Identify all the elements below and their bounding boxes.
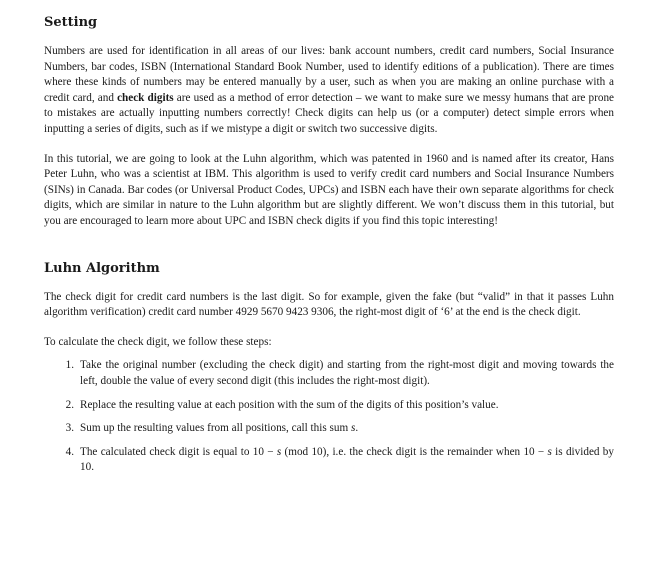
step-text-b: (mod 10), i.e. the check digit is the remainder when 10 − bbox=[281, 445, 548, 458]
step-text-c: is divided by 10. bbox=[80, 445, 614, 474]
setting-p1-text-b: are used as a method of error detection – we want to make sure we messy humans that are prone to mistakes are actually inputting numbers correctly! Check digits can help us (or a computer) detect simple errors when inputting a series of digits, such as if we mistype a digit or switch two successive digits. bbox=[44, 91, 614, 135]
list-item bbox=[44, 421, 614, 437]
math-variable: s bbox=[276, 445, 282, 458]
step-number: 4. bbox=[65, 445, 74, 458]
list-item bbox=[44, 445, 614, 476]
check-digits-term: check digits bbox=[117, 91, 174, 104]
luhn-paragraph-2: To calculate the check digit, we follow these steps: bbox=[44, 335, 272, 348]
step-number: 1. bbox=[65, 359, 74, 372]
setting-heading: Setting bbox=[44, 15, 98, 30]
step-number: 3. bbox=[65, 422, 74, 435]
setting-paragraph-1 bbox=[44, 44, 614, 138]
step-text bbox=[80, 421, 614, 437]
luhn-heading: Luhn Algorithm bbox=[44, 260, 160, 276]
step-text: Replace the resulting value at each position with the sum of the digits of this position’s value. bbox=[80, 398, 499, 411]
math-variable: s bbox=[350, 422, 356, 435]
setting-p1-text-a: Numbers are used for identification in all areas of our lives: bank account numbers, credit card numbers, Social Insurance Numbers, bar codes, ISBN (International Standard Book Number, used to identify editions of a publication). There are times where these kinds of numbers may be entered manually by a user, such as when you are making an online purchase with a credit card, and bbox=[44, 45, 614, 104]
step-number: 2. bbox=[65, 398, 74, 411]
step-text-b: . bbox=[355, 422, 359, 435]
math-variable: s bbox=[547, 445, 552, 458]
step-text bbox=[80, 445, 614, 476]
step-text: Take the original number (excluding the check digit) and starting from the right-most digit and moving towards the left, double the value of every second digit (this includes the right-most digit). bbox=[80, 359, 614, 387]
setting-paragraph-2: In this tutorial, we are going to look at the Luhn algorithm, which was patented in 1960 and is named after its creator, Hans Peter Luhn, who was a scientist at IBM. This algorithm is used to verify credit card numbers and Social Insurance Numbers (SINs) in Canada. Bar codes (or Universal Product Codes, UPCs) and ISBN each have their own separate algorithms for check digits, which are similar in nature to the Luhn algorithm but are slightly different. We won’t discuss them in this tutorial, but you are encouraged to learn more about UPC and ISBN check digits if you find this topic interesting! bbox=[44, 152, 614, 227]
luhn-paragraph-1: The check digit for credit card numbers is the last digit. So for example, given the fake (but “valid” in that it passes Luhn algorithm verification) credit card number 4929 5670 9423 9306, the right-most digit of ‘6’ at the end is the check digit. bbox=[44, 290, 614, 319]
luhn-steps-list bbox=[44, 358, 614, 476]
step-text-a: The calculated check digit is equal to 10 − bbox=[80, 445, 277, 458]
step-text-a: Sum up the resulting values from all positions, call this sum bbox=[80, 422, 351, 435]
list-item bbox=[44, 358, 614, 389]
document-page bbox=[44, 10, 614, 476]
list-item bbox=[44, 398, 614, 414]
